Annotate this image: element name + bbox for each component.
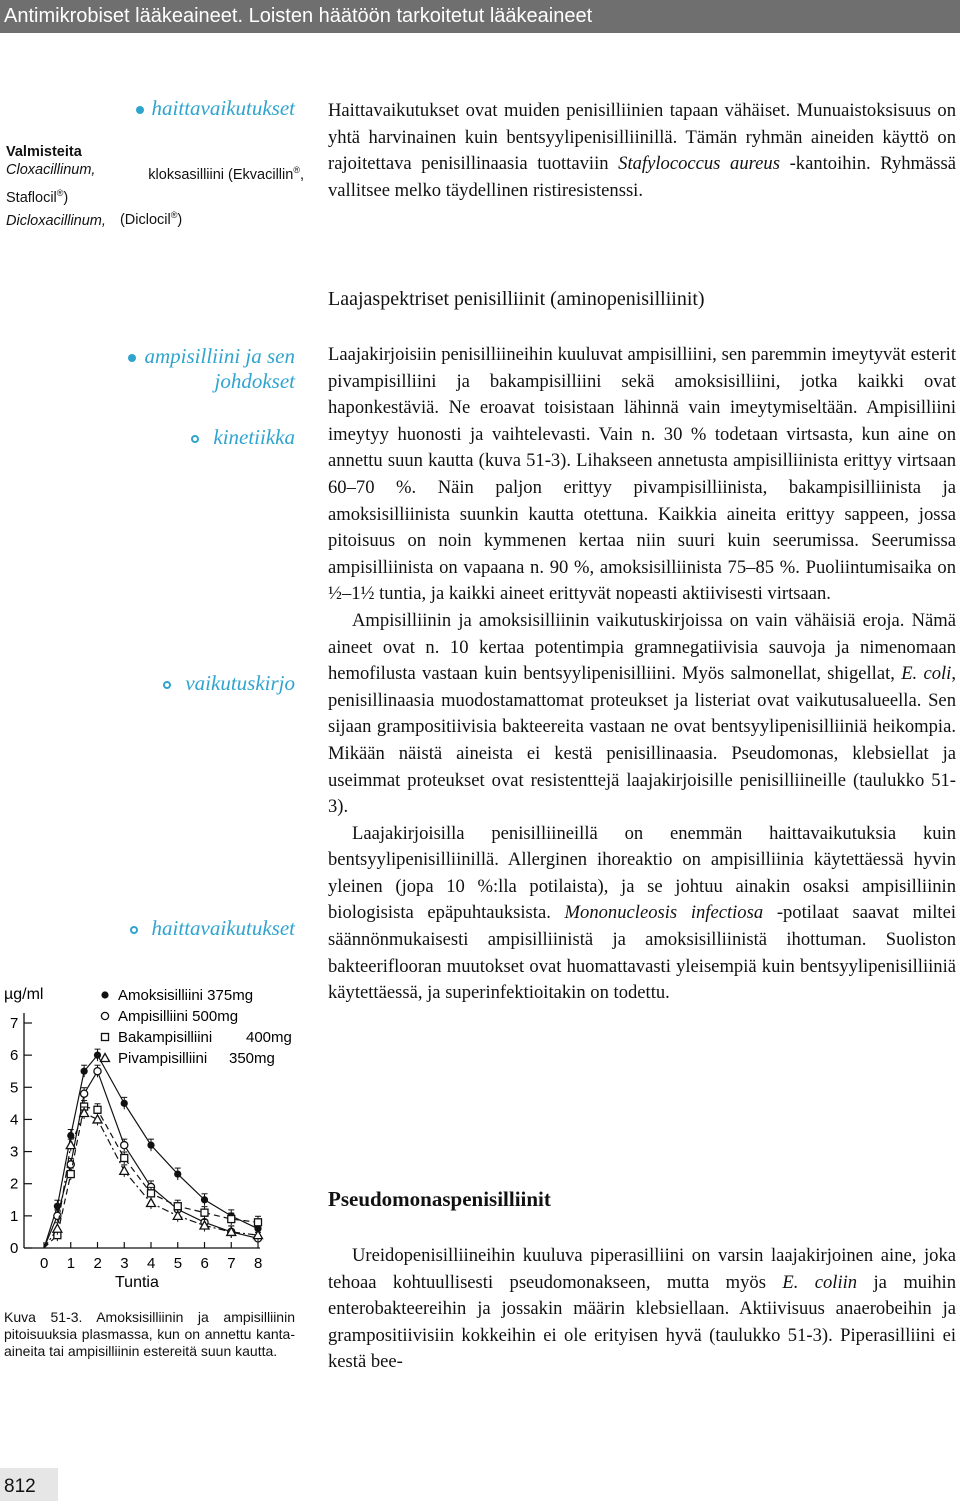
preparation-dicloxacillin [6,207,306,230]
data-point-open-triangle [120,1166,129,1174]
paragraph-kinetics: Laajakirjoisiin penisilliineihin kuuluvat ampisilliini, sen paremmin imeytyvät esterit pivampisilliini ja bakampisilliini sekä amoksisilliini, jotka kaikki ovat haponkestäviä. Ne eroavat toisistaan lähinnä vain imeytymiseltään. Ampisilliini imeytyy huonosti ja vaihtelevasti. Vain n. 30 % todetaan virtsasta, kun aine on annettu suun kautta (kuva 51-3). Lihakseen annetusta ampisilliinista erittyy virtsaan 60–70 %. Näin paljon erittyy pivampisilliinista, bakampisilliinista ja amoksisilliinista suunkin kautta otettuna. Kaikkia aineita erittyy sappeen, jossa pitoisuus on noin kymmenen kertaa niin suuri kuin seerumissa. Seerumissa ampisilliinista on vapaana n. 90 %, amoksisilliinista 75–85 %. Puoliintumisaika on ½–1½ tuntia, ja kaikki aineet erittyvät nopeasti aktiivisesti virtsaan. [328,344,956,605]
series-line [44,1107,258,1248]
preparation-name: Dicloxacillinum, [6,212,106,229]
margin-note-vaikutuskirjo: vaikutuskirjo [90,671,295,696]
chart-legend [101,987,292,1067]
registered-mark: ® [170,210,178,221]
data-point-open-triangle [147,1199,156,1207]
y-tick-label: 3 [10,1143,19,1161]
legend-dose-label: 400mg [246,1029,292,1046]
series-open-triangle [44,1107,263,1248]
registered-mark: ® [56,187,64,198]
bullet-icon [136,106,144,114]
paragraph-spectrum: Ampisilliinin ja amoksisilliinin vaikutuskirjoissa on vain vähäisiä eroja. Nämä aineet ovat n. 10 kertaa potentimpia gramnegatiivisia sauvoja ja nimenomaan hemofilusta vastaan kuin bentsyylipenisilliini. Myös salmonellat, shigellat, E. coli, penisillinaasia muodostamattomat proteukset ja listeriat ovat vaikutusalueella. Sen sijaan grampositiivisia bakteereita vastaan ne ovat bentsyylipenisilliiniä heikompia. Mikään näistä aineista ei kestä penisillinaasia. Pseudomonas, klebsiellat ja useimmat proteukset ovat resistenttejä laajakirjoisille penisilliineille (taulukko 51-3). [328,609,956,818]
series-line [44,1071,258,1248]
y-tick-label: 4 [10,1111,19,1129]
y-axis-label: µg/ml [4,986,44,1003]
x-tick-label: 4 [147,1255,156,1272]
ring-bullet-icon [163,681,171,689]
y-tick-label: 7 [10,1015,19,1032]
data-point-filled-circle [201,1196,208,1203]
running-header [0,0,960,33]
paragraph-piperacillin: Ureidopenisilliineihin kuuluva piperasilliini on varsin laajakirjoinen aine, joka tehoaa kohtuullisesti pseudomonakseen, mutta myös E. coliin ja muihin enterobakteereihin ja jossakin määrin klebsiellaan. Aktiivisuus anaerobeihin ja grampositiivisiin kokkeihin ei ole erityisen hyvä (taulukko 51-3). Piperasilliini ei kestä bee- [328,1245,957,1373]
data-point-filled-circle [147,1142,154,1149]
data-point-open-square [174,1203,181,1210]
data-point-open-triangle [53,1224,62,1232]
x-tick-label: 0 [40,1255,49,1272]
data-point-open-circle [121,1142,128,1149]
bullet-icon [128,354,136,362]
data-point-open-square [228,1216,235,1223]
preparation-text: kloksasilliini (Ekvacillin®, [148,165,304,183]
margin-note-ampisilliini: ampisilliini ja sen johdokset [90,344,295,394]
concentration-chart [0,975,305,1295]
ring-bullet-icon [191,435,199,443]
figure-caption: Kuva 51-3. Amoksisilliinin ja ampisilliinin pitoisuuksia plasmassa, kun on annettu kanta-aineita tai ampisilliinin estereitä suun kautta. [4,1309,295,1359]
section1-body [328,342,956,1007]
data-point-filled-circle [101,991,108,998]
x-tick-label: 6 [200,1255,209,1272]
y-tick-label: 1 [10,1207,19,1225]
legend-label: Bakampisilliini [118,1029,213,1046]
data-point-open-triangle [101,1054,110,1062]
margin-note-haittavaikutukset-lower: haittavaikutukset [90,916,295,941]
x-tick-label: 8 [254,1255,263,1272]
series-line [44,1055,258,1248]
data-point-open-square [201,1209,208,1216]
running-header-title: Antimikrobiset lääkeaineet. Loisten häätöön tarkoitetut lääkeaineet [4,5,593,27]
data-point-open-circle [101,1012,108,1019]
y-tick-label: 5 [10,1079,19,1097]
data-point-filled-circle [94,1052,101,1059]
x-tick-label: 3 [120,1255,129,1272]
x-tick-label: 1 [66,1255,76,1272]
preparations-heading: Valmisteita [6,144,82,160]
data-point-filled-circle [174,1170,181,1177]
y-tick-label: 6 [10,1047,19,1065]
margin-note-kinetiikka: kinetiikka [90,425,295,450]
chart-series [44,1049,263,1248]
preparation-text: (Diclocil®) [119,210,183,229]
data-point-open-square [121,1155,128,1162]
x-axis-label: Tuntia [115,1274,159,1291]
data-point-open-square [94,1106,101,1113]
preparation-cloxacillin [6,161,304,184]
data-point-open-triangle [173,1211,182,1219]
section2-body [328,1243,956,1376]
paragraph-adverse-effects: Laajakirjoisilla penisilliineillä on enemmän haittavaikutuksia kuin bentsyylipenisilliinillä. Allerginen ihoreaktio on ampisilliinia käytettäessä hyvin yleinen (jopa 10 %:lla potilaista), ja se johtuu ainakin osaksi ampisilliinin biologisista epäpuhtauksista. Mononucleosis infectiosa -potilaat saavat miltei säännönmukaisesti ampisilliinistä ja amoksisilliinistä ihottuman. Suoliston bakteeriflooran muutokset ovat huomattavasti yleisempiä kuin bentsyylipenisilliiniä käytettäessä, ja superinfektioitakin on todettu. [328,822,956,1004]
preparations-box [6,143,306,229]
section-title-pseudomonas: Pseudomonaspenisilliinit [328,1187,551,1211]
data-point-open-circle [94,1068,101,1075]
preparation-name: Cloxacillinum, [6,162,96,178]
y-tick-label: 2 [10,1175,19,1193]
data-point-open-square [148,1190,155,1197]
y-tick-label: 0 [10,1240,19,1257]
data-point-open-square [67,1171,74,1178]
x-tick-label: 5 [173,1255,183,1272]
x-tick-label: 2 [93,1255,102,1272]
margin-note-haittavaikutukset-top: haittavaikutukset [100,96,295,121]
data-point-filled-circle [121,1100,128,1107]
page-number: 812 [4,1476,36,1497]
section-title-aminopenicillins: Laajaspektriset penisilliinit (aminopenisilliinit) [328,288,705,310]
ring-bullet-icon [130,926,138,934]
data-point-open-square [102,1034,109,1041]
intro-paragraph: Haittavaikutukset ovat muiden penisilliinien tapaan vähäiset. Munuaistoksisuus on yhtä harvinainen kuin bentsyylipenisilliinillä. Tämän ryhmän aineiden käyttö on rajoitettava penisillinaasia tuottaviin Stafylococcus aureus -kantoihin. Ryhmässä vallitsee melko täydellinen ristiresistenssi. [328,100,956,201]
registered-mark: ® [293,165,300,175]
preparation-staflocil: Staflocil®) [6,187,69,206]
data-point-open-circle [81,1090,88,1097]
legend-label: Amoksisilliini 375mg [118,987,254,1004]
data-point-open-square [255,1219,262,1226]
legend-dose-label: 350mg [229,1050,275,1067]
x-tick-label: 7 [227,1255,236,1272]
legend-label: Pivampisilliini [118,1050,208,1067]
legend-label: Ampisilliini 500mg [118,1008,239,1025]
data-point-filled-circle [81,1068,88,1075]
